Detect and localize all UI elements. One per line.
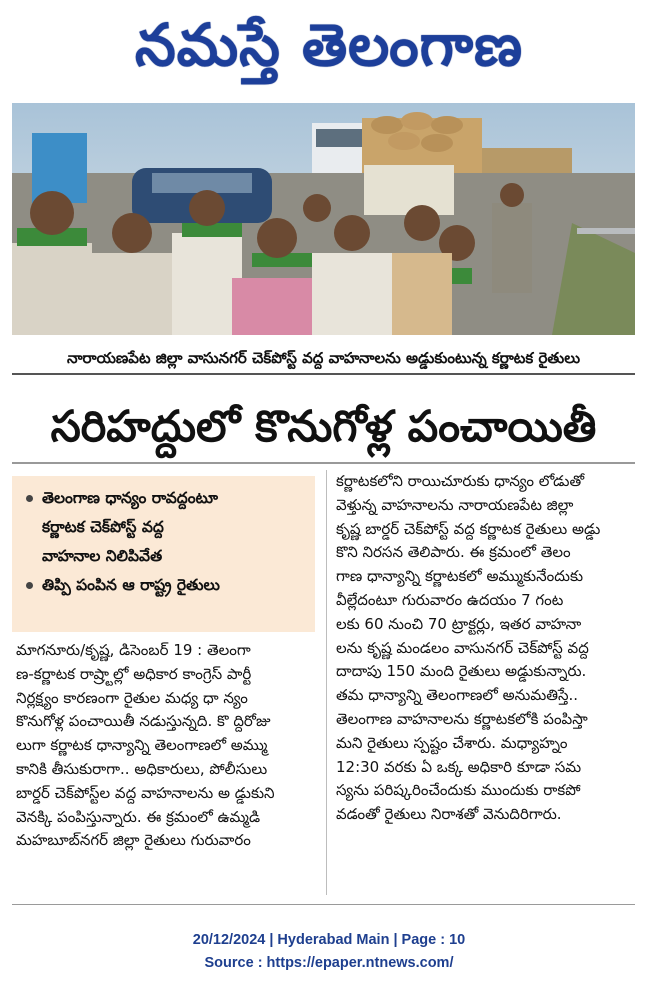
highlight-line: కర్ణాటక చెక్‌పోస్ట్‌ వద్ద bbox=[42, 518, 164, 536]
article-line: కొని నిరసన తెలిపారు. ఈ క్రమంలో తెలం bbox=[336, 543, 571, 562]
article-line: బార్డర్‌ చెక్‌పోస్ట్‌ల వద్ద వాహనాలను అ డ్డుకుని bbox=[16, 783, 275, 802]
masthead-title: నమస్తే తెలంగాణ bbox=[135, 11, 523, 79]
article-line: కర్ణాటకలోని రాయిచూరుకు ధాన్యం లోడుతో bbox=[336, 472, 585, 490]
farmers-protest-photo bbox=[12, 103, 635, 335]
article-line: 12:30 వరకు ఏ ఒక్క అధికారి కూడా సమ bbox=[336, 757, 582, 776]
article-line: లుగా కర్ణాటక ధాన్యాన్ని తెలంగాణలో అమ్ము bbox=[16, 736, 268, 755]
article-line: ణ-కర్ణాటక రాష్ర్టాల్లో అధికార కాంగ్రెస్‌ పార్టీ bbox=[16, 664, 252, 683]
article-line: వడంతో రైతులు నిరాశతో వెనుదిరిగారు. bbox=[336, 805, 562, 824]
highlight-line: తిప్పి పంపిన ఆ రాష్ట్ర రైతులు bbox=[42, 576, 220, 594]
article-line: నిర్లక్ష్యం కారణంగా రైతుల మధ్య ధా న్యం bbox=[16, 688, 248, 707]
article-line: స్యను పరిష్కరించేందుకు ముందుకు రాకపో bbox=[336, 781, 581, 800]
highlights-box bbox=[12, 476, 315, 632]
footer-source: Source : https://epaper.ntnews.com/ bbox=[204, 955, 454, 971]
article-line: తెలంగాణ వాహనాలను కర్ణాటకలోకి పంపిస్తా bbox=[336, 709, 588, 728]
bullet-icon bbox=[26, 582, 33, 589]
article-line: మని రైతులు స్పష్టం చేశారు. మధ్యాహ్నం bbox=[336, 733, 568, 752]
highlight-item bbox=[26, 571, 305, 600]
article-line: కొనుగోళ్ల పంచాయితీ నడుస్తున్నది. కొ ద్దిరోజు bbox=[16, 712, 271, 731]
article-line: మహబూబ్‌నగర్‌ జిల్లా రైతులు గురువారం bbox=[16, 831, 251, 850]
article-line: దాదాపు 150 మంది రైతులు అడ్డుకున్నారు. bbox=[336, 662, 587, 681]
article-line: లను కృష్ణ మండలం వాసునగర్‌ చెక్‌పోస్ట్‌ వద్ద bbox=[336, 638, 589, 657]
article-headline: సరిహద్దులో కొనుగోళ్ల పంచాయితీ bbox=[12, 392, 635, 464]
article-line: లకు 60 నుంచి 70 ట్రాక్టర్లు, ఇతర వాహనా bbox=[336, 614, 582, 633]
article-line: కృష్ణ బార్డర్‌ చెక్‌పోస్ట్‌ వద్ద కర్ణాటక రైతులు అడ్డు bbox=[336, 519, 601, 538]
article-line: తమ ధాన్యాన్ని తెలంగాణలో అనుమతిస్తే.. bbox=[336, 686, 579, 705]
highlight-line: వాహనాల నిలిపివేత bbox=[42, 547, 163, 565]
article-right-column bbox=[336, 470, 636, 827]
article-line: గాణ ధాన్యాన్ని కర్ణాటకలో అమ్ముకునేందుకు bbox=[336, 567, 584, 586]
article-line: వెళ్తున్న వాహనాలను నారాయణపేట జిల్లా bbox=[336, 495, 574, 514]
footer-date-edition: 20/12/2024 | Hyderabad Main | Page : 10 bbox=[192, 932, 466, 948]
article-left-column bbox=[16, 639, 314, 853]
article-line: మాగనూరు/కృష్ణ, డిసెంబర్‌ 19 : తెలంగా bbox=[16, 641, 251, 659]
article-line: కానికి తీసుకురాగా.. అధికారులు, పోలీసులు bbox=[16, 759, 268, 778]
highlight-line: తెలంగాణ ధాన్యం రావద్దంటూ bbox=[42, 489, 218, 507]
photo-caption: నారాయణపేట జిల్లా వాసునగర్‌ చెక్‌పోస్ట్‌ వద్ద వాహనాలను అడ్డుకుంటున్న కర్ణాటక రైతులు bbox=[12, 343, 635, 375]
column-divider bbox=[326, 470, 327, 895]
article-line: వీల్లేదంటూ గురువారం ఉదయం 7 గంట bbox=[336, 590, 564, 609]
article-line: వెనక్కి పంపిస్తున్నారు. ఈ క్రమంలో ఉమ్మడి bbox=[16, 807, 261, 826]
highlight-item bbox=[26, 484, 305, 571]
bullet-icon bbox=[26, 495, 33, 502]
news-photo bbox=[12, 103, 635, 335]
footer-rule bbox=[12, 904, 635, 905]
